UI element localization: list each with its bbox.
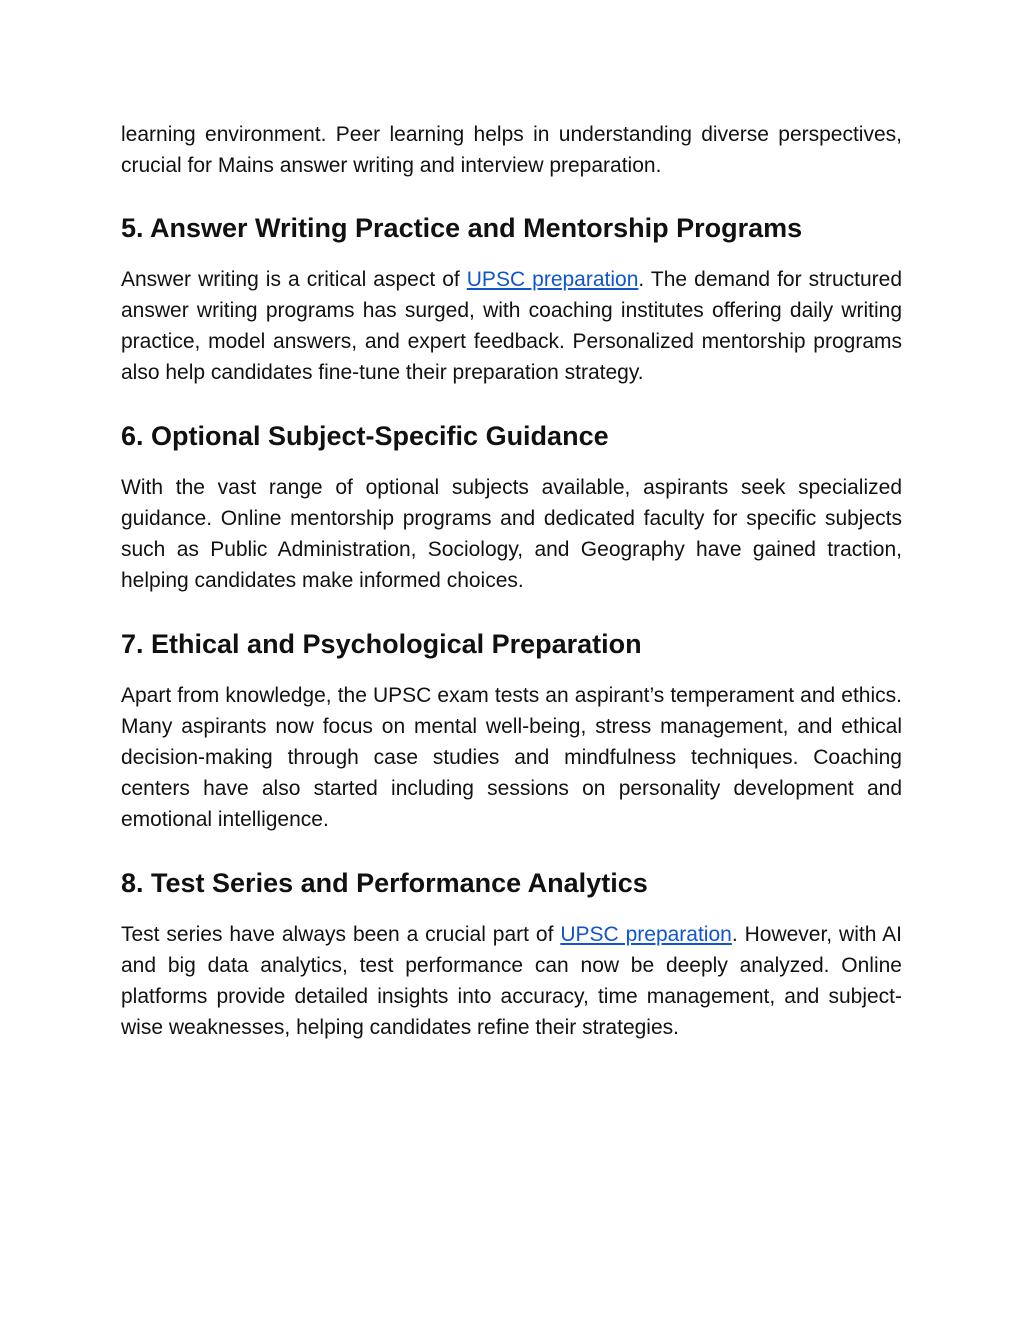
paragraph-text: . However, with AI and big data analytics, test performance can now be deeply analyzed. Online platforms provide detailed insights into accuracy, time management, and subject-wise weaknesses, helping candidates refine their strategies. bbox=[121, 923, 903, 1039]
document-page bbox=[121, 119, 902, 1074]
section-heading: 7. Ethical and Psychological Preparation bbox=[121, 629, 642, 659]
paragraph-text: Answer writing is a critical aspect of bbox=[121, 268, 467, 291]
intro-paragraph: learning environment. Peer learning helps in understanding diverse perspectives, crucial for Mains answer writing and interview preparation. bbox=[121, 123, 902, 177]
paragraph-text: . The demand for structured answer writing programs has surged, with coaching institutes offering daily writing practice, model answers, and expert feedback. Personalized mentorship programs also help candidates fine-tune their preparation strategy. bbox=[121, 268, 902, 384]
section-optional-subject bbox=[121, 419, 902, 596]
section-answer-writing bbox=[121, 211, 902, 388]
section-heading: 6. Optional Subject-Specific Guidance bbox=[121, 421, 609, 451]
section-paragraph bbox=[121, 264, 902, 388]
section-paragraph: Apart from knowledge, the UPSC exam tests an aspirant’s temperament and ethics. Many aspirants now focus on mental well-being, stress management, and ethical decision-making through case studies and mindfulness techniques. Coaching centers have also started including sessions on personality development and emotional intelligence. bbox=[121, 684, 902, 831]
upsc-preparation-link[interactable]: UPSC preparation bbox=[466, 268, 639, 291]
upsc-preparation-link[interactable]: UPSC preparation bbox=[560, 923, 732, 946]
section-ethical-psychological bbox=[121, 627, 902, 835]
section-paragraph: With the vast range of optional subjects available, aspirants seek specialized guidance. Online mentorship programs and dedicated faculty for specific subjects such as Public Administration, Sociology, and Geography have gained traction, helping candidates make informed choices. bbox=[121, 476, 902, 592]
paragraph-text: Test series have always been a crucial part of bbox=[121, 923, 561, 946]
section-paragraph bbox=[121, 919, 902, 1043]
section-test-series bbox=[121, 866, 902, 1043]
section-heading: 5. Answer Writing Practice and Mentorship Programs bbox=[121, 213, 803, 243]
section-heading: 8. Test Series and Performance Analytics bbox=[121, 868, 648, 898]
